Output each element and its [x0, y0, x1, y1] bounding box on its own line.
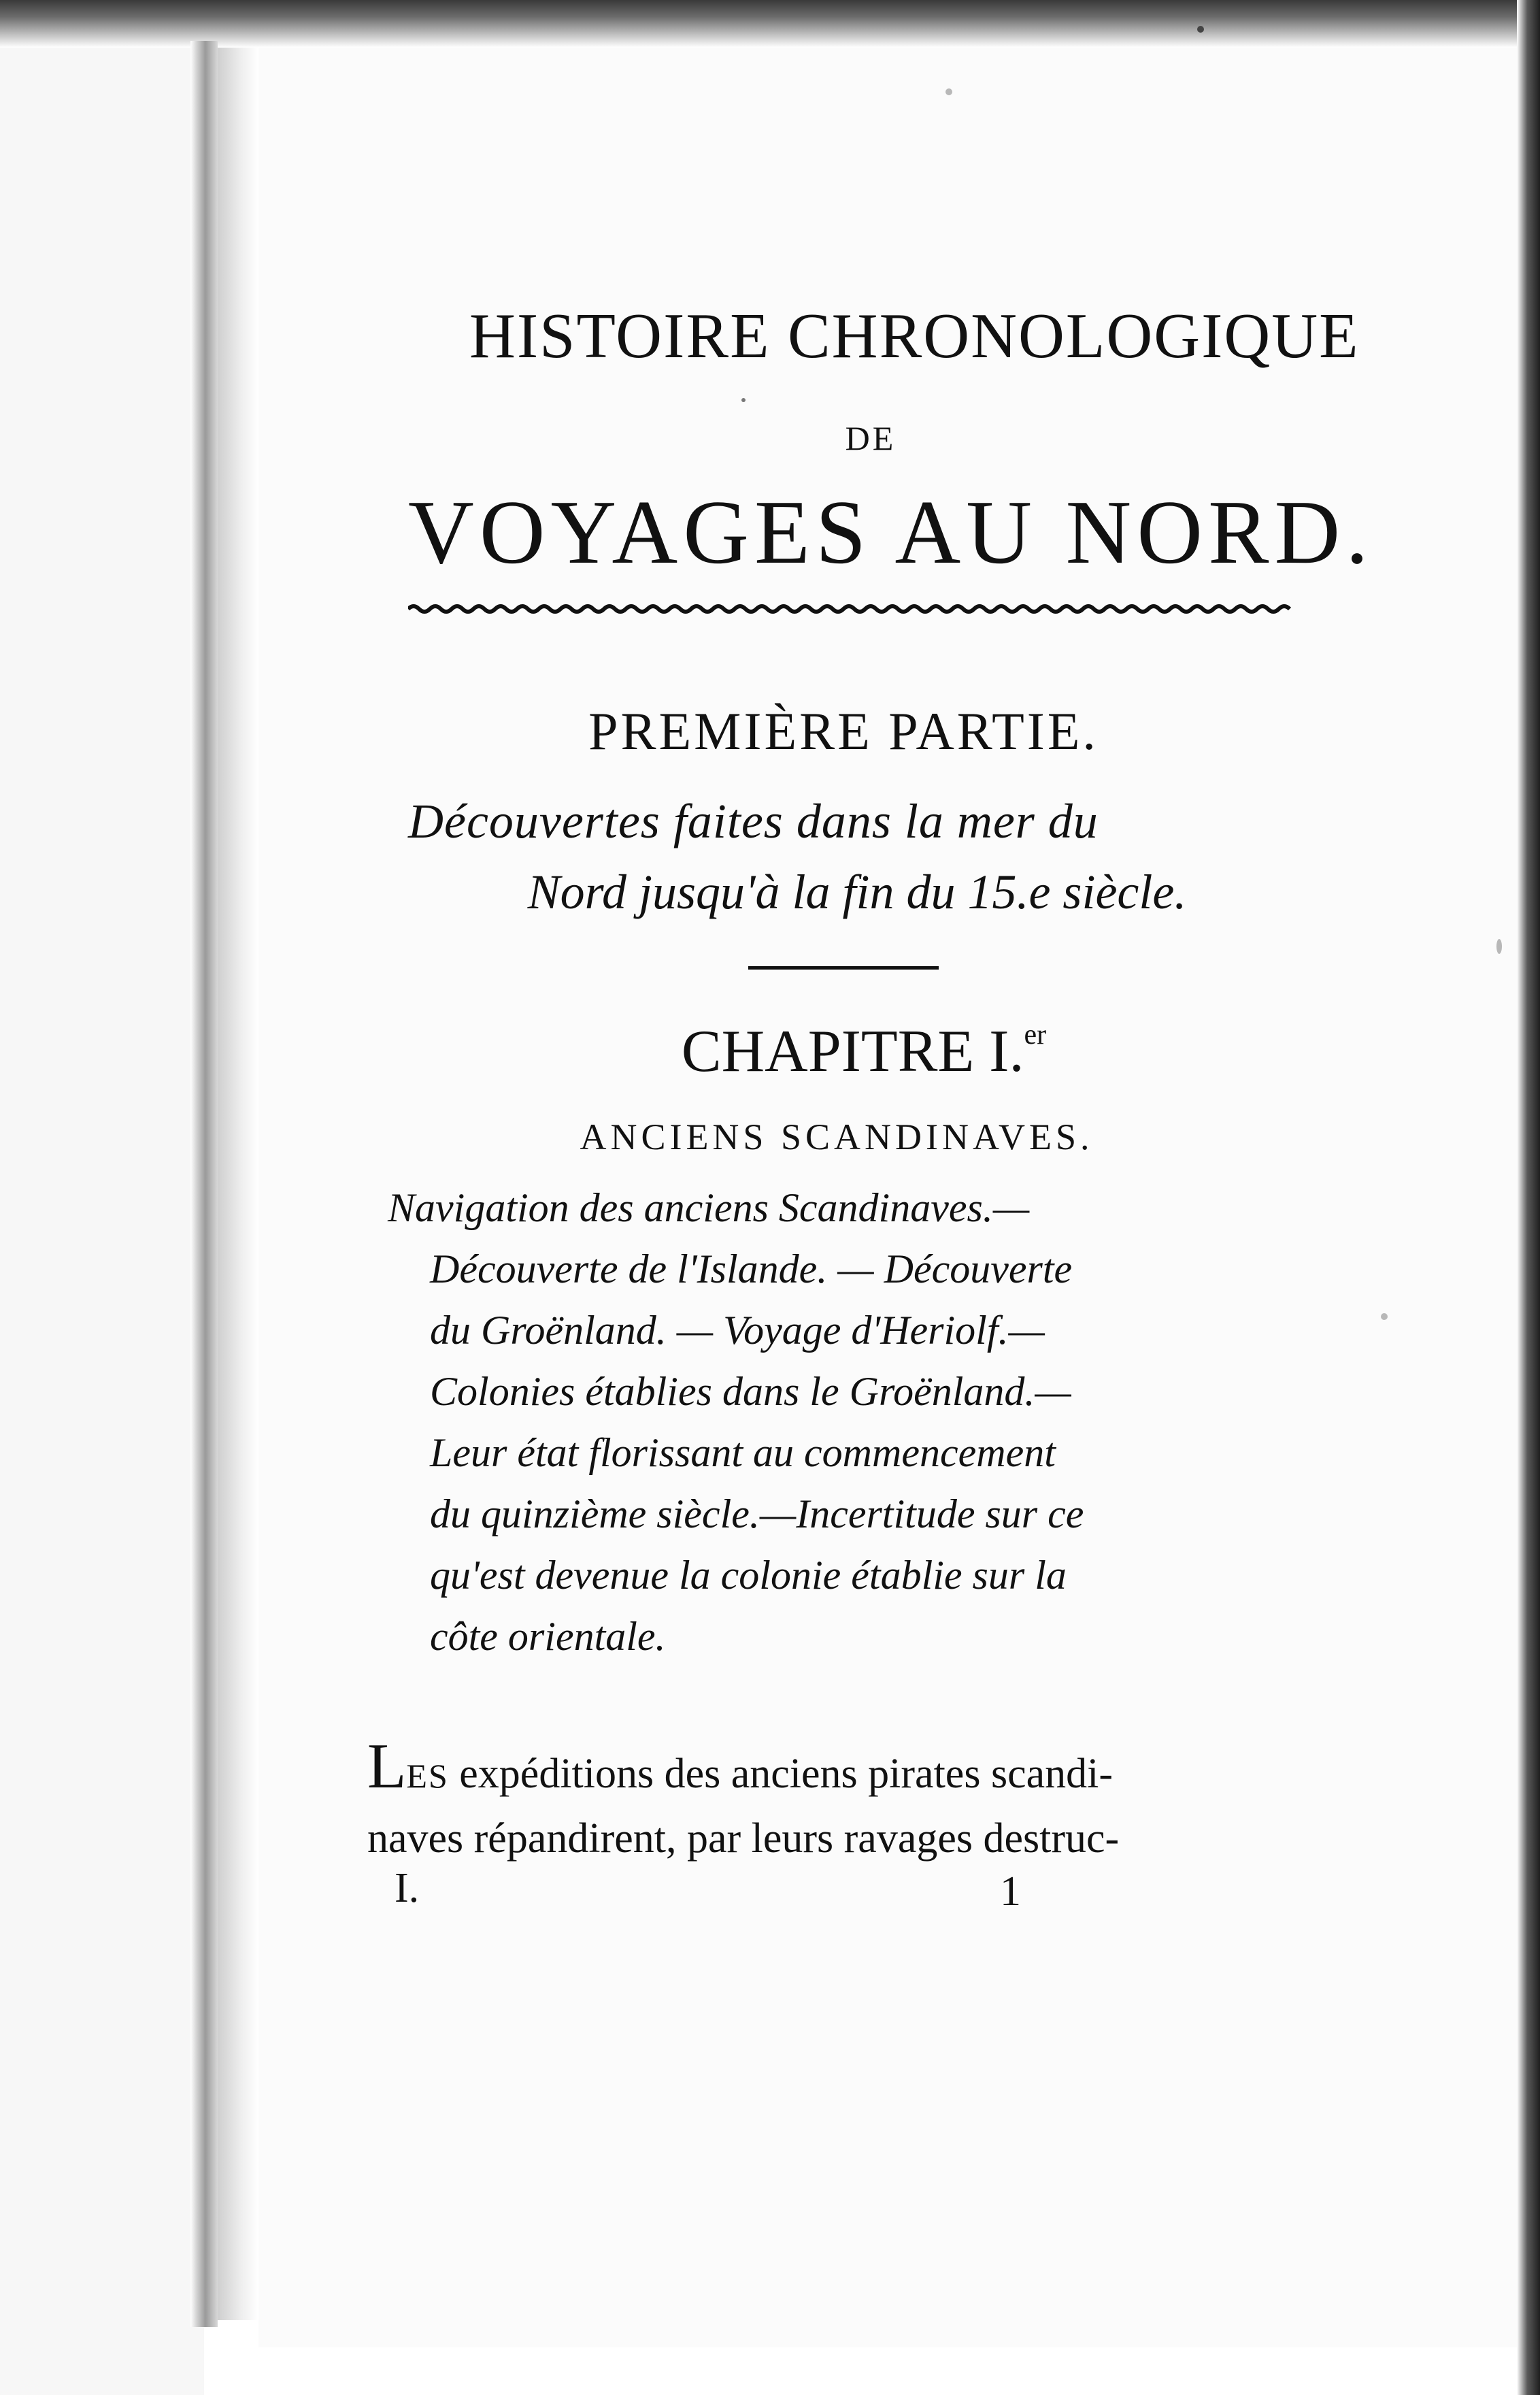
gutter-shadow [218, 48, 258, 2320]
summary-line: Leur état florissant au commencement [430, 1430, 1056, 1475]
part-heading: PREMIÈRE PARTIE. [588, 701, 1099, 761]
summary-line: qu'est devenue la colonie établie sur la [430, 1553, 1067, 1598]
part-subtitle-line: Nord jusqu'à la fin du 15.e siècle. [527, 865, 1187, 919]
paper-speck [1197, 26, 1204, 33]
chapter-summary [388, 1177, 1265, 1667]
summary-line: du quinzième siècle.—Incertitude sur ce [430, 1491, 1084, 1536]
left-blank-page [0, 0, 204, 2395]
summary-line: Navigation des anciens Scandinaves.— [388, 1185, 1030, 1230]
part-subtitle [408, 786, 1279, 927]
chapter-superscript: er [1024, 1019, 1047, 1051]
short-rule [748, 966, 939, 970]
page-right-edge-shadow [1517, 0, 1540, 2395]
page-top-edge-shadow [0, 0, 1540, 48]
book-gutter [190, 41, 218, 2327]
summary-line: Colonies établies dans le Groënland.— [430, 1369, 1071, 1414]
book-title-line2: VOYAGES AU NORD. [408, 482, 1374, 582]
small-caps-text: ES [406, 1757, 449, 1795]
paper-speck [1381, 1313, 1388, 1320]
drop-capital: L [367, 1731, 407, 1802]
part-subtitle-line: Découvertes faites dans la mer du [408, 794, 1099, 848]
body-line-rest: expéditions des anciens pirates scandi- [448, 1751, 1113, 1797]
page-number: 1 [1000, 1868, 1021, 1915]
summary-line: côte orientale. [430, 1614, 666, 1659]
body-line [367, 1731, 1272, 1807]
signature-mark: I. [395, 1865, 420, 1911]
chapter-subtitle: ANCIENS SCANDINAVES. [580, 1117, 1094, 1157]
summary-line: Découverte de l'Islande. — Découverte [430, 1246, 1073, 1291]
book-title-de: DE [845, 419, 897, 457]
body-paragraph [367, 1731, 1272, 1870]
chapter-label: CHAPITRE I. [681, 1019, 1024, 1085]
chapter-heading [612, 1017, 1116, 1086]
wavy-ornamental-rule [408, 602, 1292, 616]
summary-line: du Groënland. — Voyage d'Heriolf.— [430, 1308, 1045, 1353]
paper-speck [741, 398, 746, 402]
book-title-line1: HISTOIRE CHRONOLOGIQUE [469, 301, 1360, 371]
paper-speck [1496, 939, 1502, 954]
body-line: naves répandirent, par leurs ravages destruc- [367, 1815, 1120, 1862]
paper-speck [945, 88, 952, 95]
